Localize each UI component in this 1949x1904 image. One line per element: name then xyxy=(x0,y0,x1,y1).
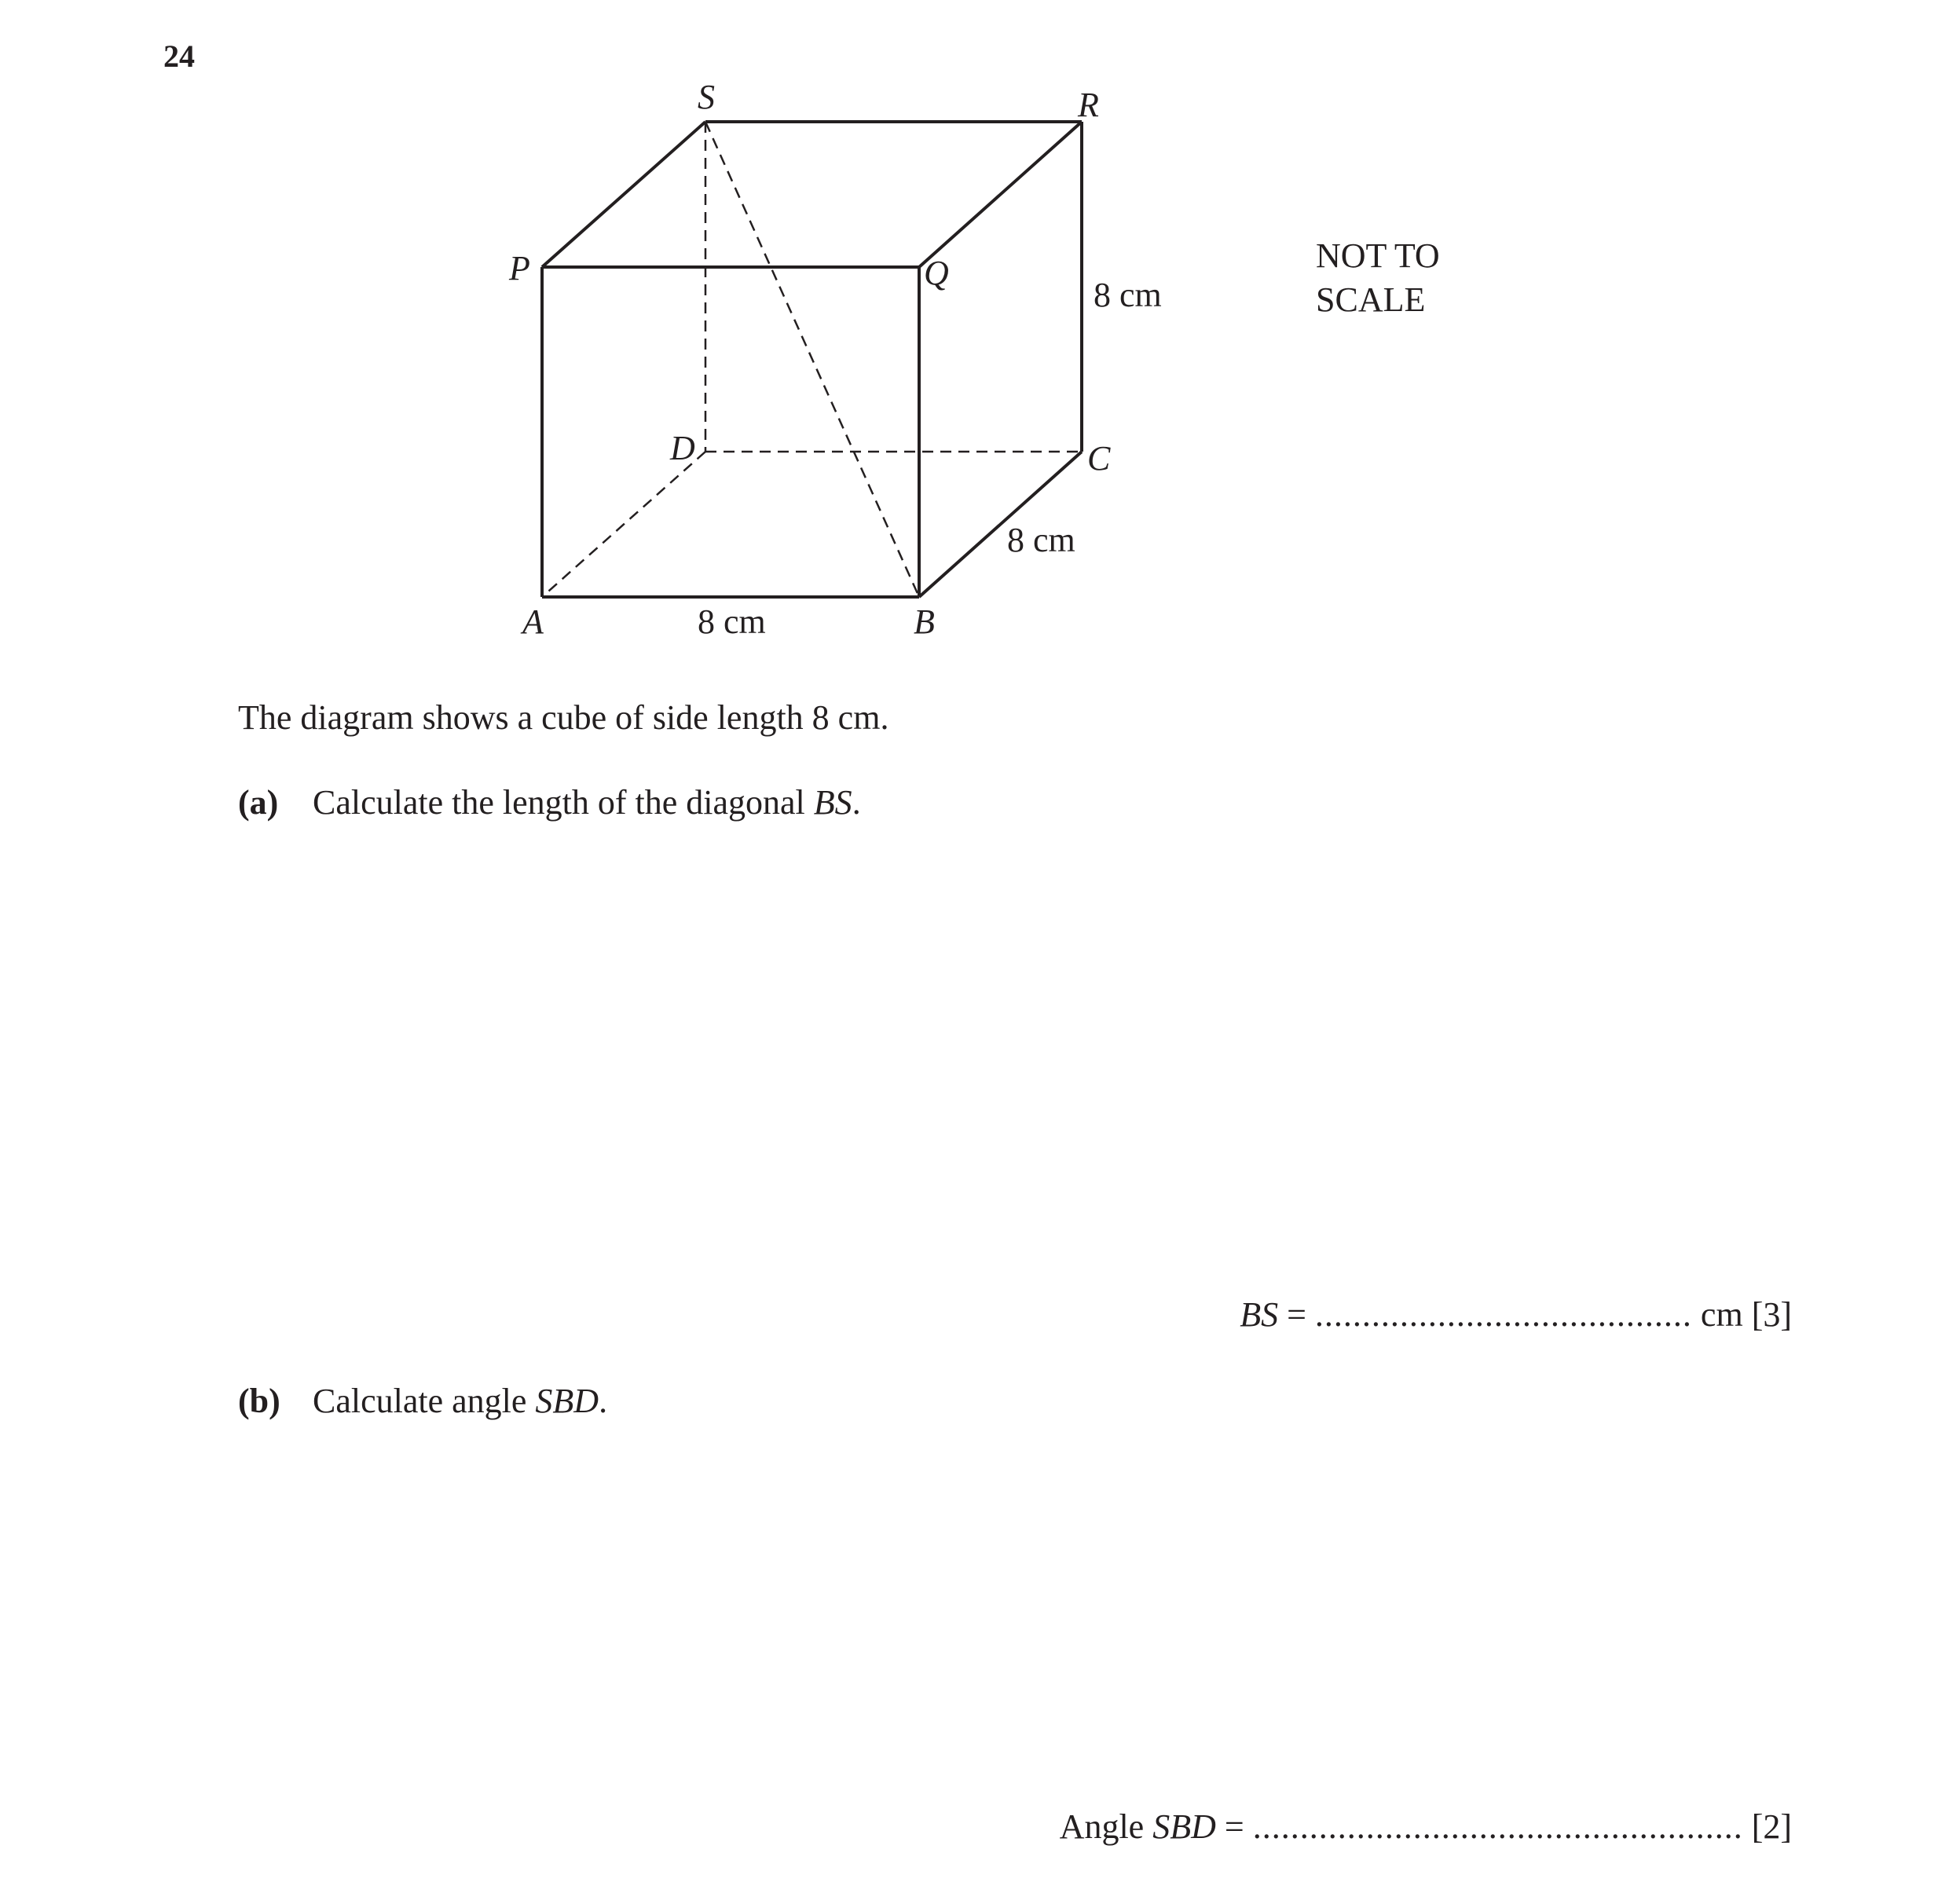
part-b-answer-prefix: Angle xyxy=(1059,1807,1153,1846)
vertex-label-A: A xyxy=(522,602,544,641)
part-b-answer-unit xyxy=(1743,1807,1752,1846)
part-b-answer-dots[interactable]: .................................................... xyxy=(1252,1807,1743,1846)
part-b-label: (b) xyxy=(238,1382,280,1420)
part-a-text-var: BS xyxy=(813,783,852,822)
note-line-2: SCALE xyxy=(1316,280,1426,319)
part-b-answer-var: SBD xyxy=(1152,1807,1216,1846)
vertex-label-P: P xyxy=(509,249,530,287)
cube-diagram xyxy=(0,0,1949,707)
part-a-text xyxy=(313,782,861,822)
vertex-label-D: D xyxy=(670,429,695,467)
vertex-label-Q: Q xyxy=(924,254,949,292)
not-to-scale-note xyxy=(1316,234,1440,322)
part-a-label: (a) xyxy=(238,783,279,822)
part-a-question xyxy=(238,782,861,822)
dimension-label-right-edge: 8 cm xyxy=(1094,276,1162,314)
note-line-1: NOT TO xyxy=(1316,236,1440,275)
vertex-label-B: B xyxy=(914,602,935,641)
part-a-marks: [3] xyxy=(1751,1295,1792,1334)
part-b-answer-line[interactable] xyxy=(1060,1807,1792,1847)
part-b-question xyxy=(238,1381,608,1421)
part-b-marks: [2] xyxy=(1751,1807,1792,1846)
vertex-label-R: R xyxy=(1078,86,1099,124)
edge-PS xyxy=(542,122,705,267)
part-b-text-prefix: Calculate angle xyxy=(313,1382,536,1420)
dimension-label-depth-edge: 8 cm xyxy=(1007,521,1075,559)
edge-RQ xyxy=(919,122,1082,267)
part-b-text-suffix: . xyxy=(599,1382,608,1420)
vertex-label-S: S xyxy=(698,78,715,116)
part-a-answer-eq: = xyxy=(1278,1295,1315,1334)
part-a-text-suffix: . xyxy=(852,783,861,822)
part-b-text-var: SBD xyxy=(535,1382,599,1420)
part-a-answer-unit: cm xyxy=(1691,1295,1752,1334)
part-a-text-prefix: Calculate the length of the diagonal xyxy=(313,783,814,822)
part-b-text xyxy=(313,1381,607,1421)
part-a-answer-line[interactable] xyxy=(1240,1294,1792,1335)
vertex-label-C: C xyxy=(1087,439,1111,478)
diagonal-SB xyxy=(705,122,919,597)
question-number: 24 xyxy=(163,38,195,74)
part-a-answer-dots[interactable]: ........................................ xyxy=(1314,1295,1692,1334)
dimension-label-bottom-edge: 8 cm xyxy=(698,602,766,641)
part-a-answer-var: BS xyxy=(1240,1295,1279,1334)
hidden-edge-DA xyxy=(542,452,705,597)
part-b-answer-eq: = xyxy=(1215,1807,1253,1846)
intro-text: The diagram shows a cube of side length 8 cm. xyxy=(238,698,889,737)
